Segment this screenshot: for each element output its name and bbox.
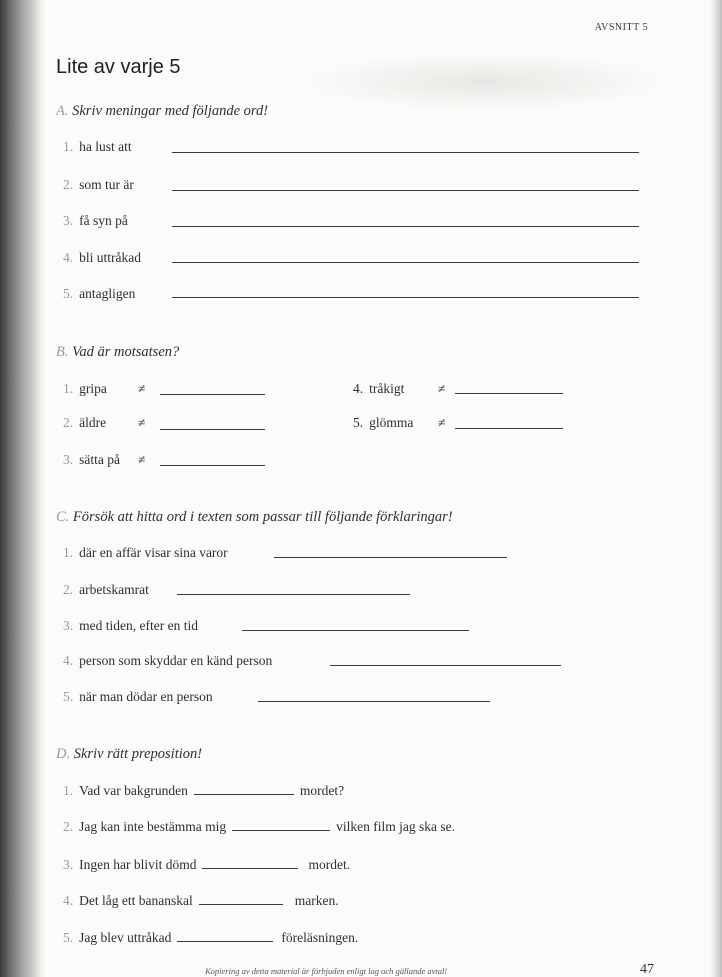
part-a-item-5 [63,286,135,302]
answer-line[interactable] [455,393,563,394]
part-c-item-1 [63,545,228,561]
part-c-letter: C. [56,509,70,525]
item-number: 1. [63,783,74,798]
item-text: som tur är [79,177,134,192]
item-text: glömma [369,415,414,430]
item-text: ha lust att [79,139,132,154]
sentence-start: Ingen har blivit dömd [79,857,197,872]
part-a-item-4 [63,250,141,266]
item-text: få syn på [79,213,128,228]
copyright-notice: Kopiering av detta material är förbjuden enligt lag och gällande avtal! [205,966,448,976]
part-b-item-5 [353,415,413,431]
part-c-item-5 [63,689,213,705]
item-number: 5. [63,930,74,945]
answer-line[interactable] [258,701,490,702]
item-number: 3. [63,857,74,872]
part-c-item-2 [63,582,149,598]
part-d-item-1 [63,783,344,799]
item-number: 4. [63,893,74,908]
part-d-letter: D. [56,746,71,762]
part-d-item-5 [63,930,358,946]
part-b-item-1 [63,381,107,397]
answer-blank[interactable] [202,868,298,869]
answer-line[interactable] [160,394,265,395]
item-text: gripa [79,381,107,396]
part-d-item-2 [63,819,455,835]
answer-blank[interactable] [177,941,273,942]
sentence-end: mordet. [308,857,351,872]
part-b-heading [56,344,179,361]
part-b-item-3 [63,452,120,468]
answer-line[interactable] [172,226,639,227]
not-equal-symbol: ≠ [138,381,146,396]
item-number: 4. [63,653,74,668]
part-a-item-3 [63,213,128,229]
item-number: 1. [63,545,74,560]
item-number: 2. [63,582,74,597]
sentence-end: vilken film jag ska se. [336,819,455,834]
not-equal-symbol: ≠ [438,415,446,430]
part-d-instruction: Skriv rätt preposition! [73,746,203,762]
item-number: 4. [353,381,364,396]
item-text: sätta på [79,452,120,467]
item-number: 3. [63,213,74,228]
part-d-item-4 [63,893,339,909]
answer-line[interactable] [172,190,639,191]
answer-line[interactable] [177,594,410,595]
part-a-item-2 [63,177,134,193]
answer-line[interactable] [172,297,639,298]
part-b-item-4 [353,381,404,397]
not-equal-symbol: ≠ [138,452,146,467]
page-edge [710,0,722,977]
part-c-item-3 [63,618,198,634]
part-a-letter: A. [56,103,69,119]
sentence-end: marken. [294,893,339,908]
page-title: Lite av varje 5 [56,56,181,78]
item-text: person som skyddar en känd person [79,653,273,668]
sentence-start: Jag kan inte bestämma mig [79,819,227,834]
sentence-end: föreläsningen. [281,930,359,945]
item-number: 1. [63,381,74,396]
book-binding-shadow [0,0,46,977]
part-b-item-2 [63,415,106,431]
answer-line[interactable] [160,429,265,430]
part-a-item-1 [63,139,132,155]
answer-line[interactable] [330,665,561,666]
item-number: 2. [63,177,74,192]
answer-line[interactable] [160,465,265,466]
item-number: 3. [63,618,74,633]
part-d-heading [56,746,202,763]
section-label: AVSNITT 5 [594,22,648,33]
page-number: 47 [640,962,654,977]
part-d-item-3 [63,857,350,873]
item-text: äldre [79,415,107,430]
answer-line[interactable] [172,262,639,263]
item-text: där en affär visar sina varor [79,545,228,560]
item-number: 1. [63,139,74,154]
not-equal-symbol: ≠ [138,415,146,430]
answer-line[interactable] [242,630,469,631]
item-text: antagligen [79,286,136,301]
part-c-instruction: Försök att hitta ord i texten som passar till följande förklaringar! [72,509,453,525]
answer-blank[interactable] [232,830,330,831]
item-number: 5. [63,689,74,704]
show-through-smudge [300,52,670,112]
sentence-start: Vad var bakgrunden [79,783,188,798]
item-number: 2. [63,415,74,430]
part-a-heading [56,103,268,120]
item-number: 2. [63,819,74,834]
item-number: 4. [63,250,74,265]
part-b-instruction: Vad är motsatsen? [72,344,180,360]
part-b-letter: B. [56,344,69,360]
sentence-end: mordet? [299,783,345,798]
item-text: tråkigt [369,381,405,396]
answer-blank[interactable] [199,904,283,905]
answer-line[interactable] [172,152,639,153]
item-number: 5. [63,286,74,301]
part-c-item-4 [63,653,272,669]
part-a-instruction: Skriv meningar med följande ord! [72,103,269,119]
item-text: med tiden, efter en tid [79,618,198,633]
item-text: när man dödar en person [79,689,213,704]
item-text: arbetskamrat [79,582,149,597]
part-c-heading [56,509,453,526]
item-number: 5. [353,415,364,430]
not-equal-symbol: ≠ [438,381,446,396]
item-text: bli uttråkad [79,250,141,265]
answer-line[interactable] [455,428,563,429]
sentence-start: Jag blev uttråkad [79,930,172,945]
sentence-start: Det låg ett bananskal [79,893,193,908]
item-number: 3. [63,452,74,467]
answer-line[interactable] [274,557,507,558]
answer-blank[interactable] [194,794,294,795]
